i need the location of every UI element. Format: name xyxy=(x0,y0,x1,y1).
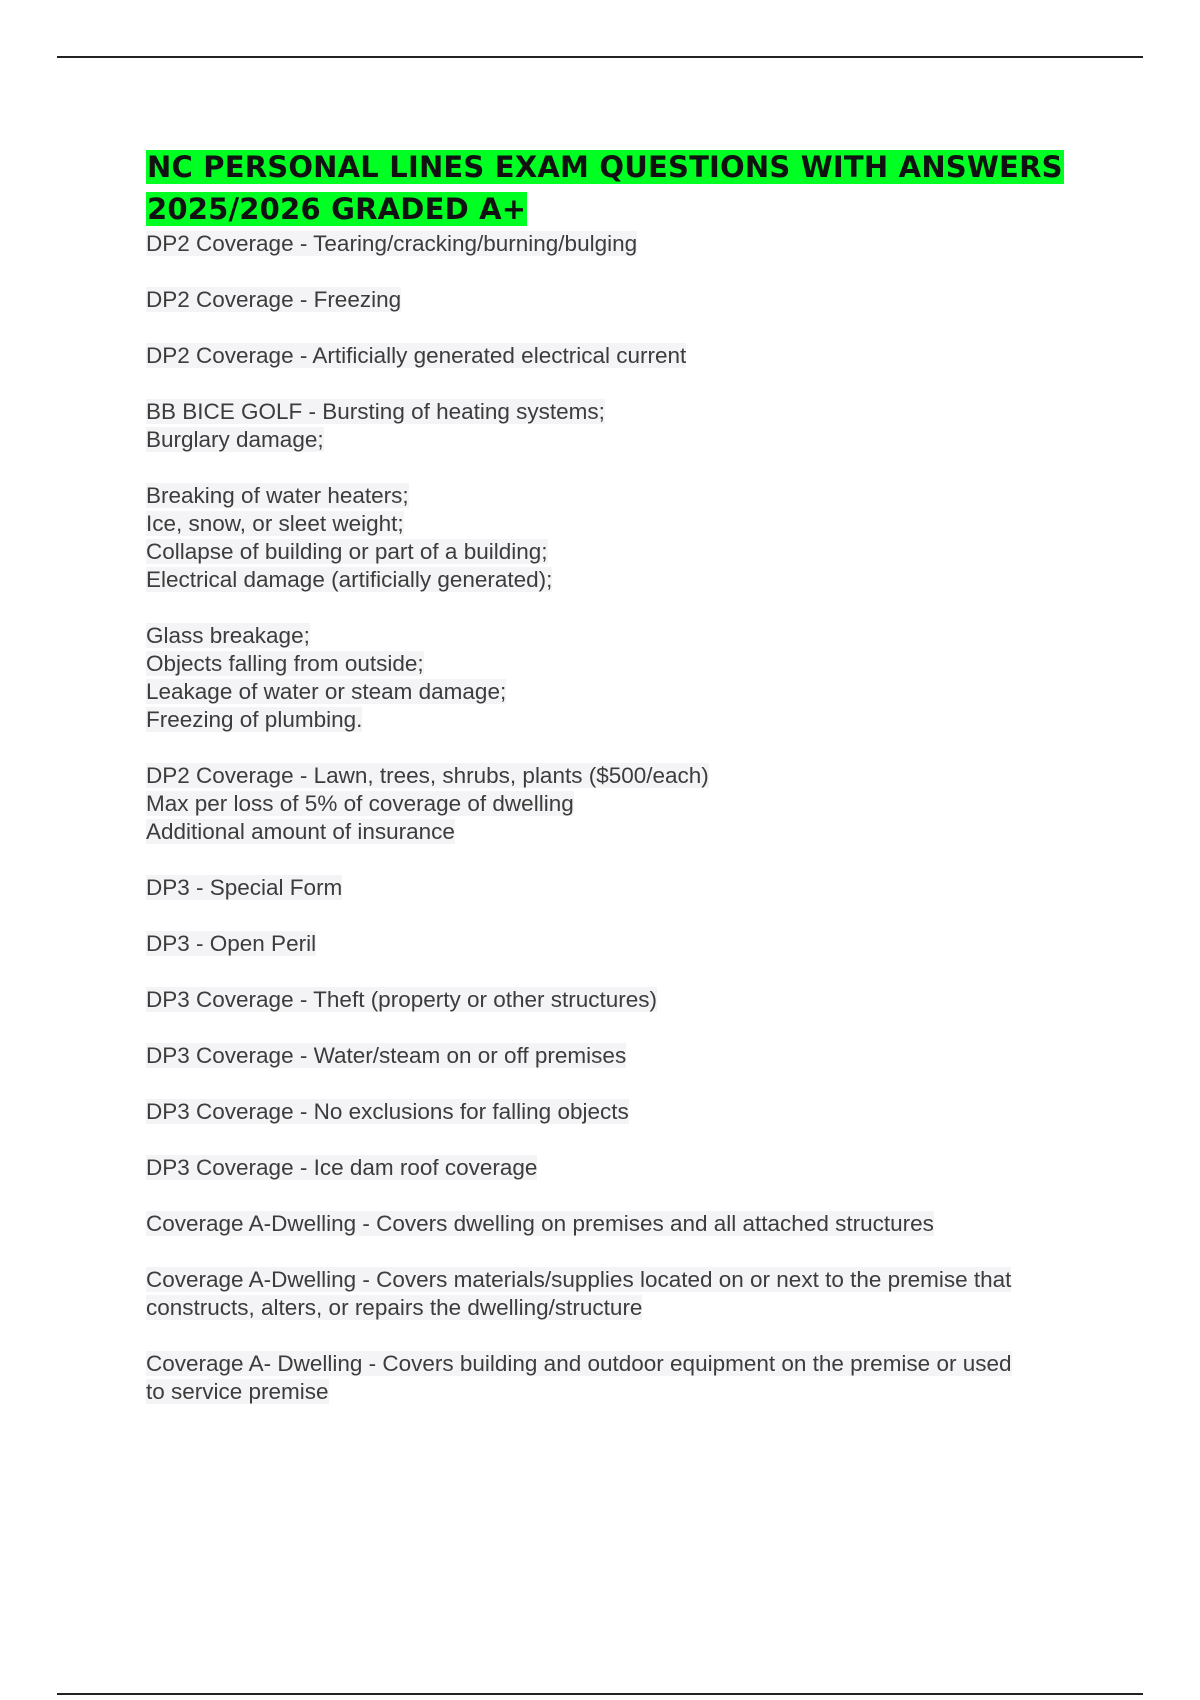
qa-entry xyxy=(146,1098,1086,1126)
entry-line: DP2 Coverage - Freezing xyxy=(146,287,402,312)
qa-entry xyxy=(146,762,1086,846)
entry-line: DP2 Coverage - Tearing/cracking/burning/bulging xyxy=(146,231,638,256)
entry-line: Electrical damage (artificially generated); xyxy=(146,567,553,592)
qa-entry xyxy=(146,874,1086,902)
entry-line: to service premise xyxy=(146,1379,329,1404)
qa-entry xyxy=(146,482,1086,594)
top-rule xyxy=(57,56,1143,58)
title-highlight: NC PERSONAL LINES EXAM QUESTIONS WITH ANSWERS 2025/2026 GRADED A+ xyxy=(147,150,1063,226)
qa-list xyxy=(146,230,1086,1406)
entry-line: Objects falling from outside; xyxy=(146,651,424,676)
qa-entry xyxy=(146,622,1086,734)
entry-line: DP3 - Special Form xyxy=(146,875,343,900)
entry-line: Max per loss of 5% of coverage of dwelling xyxy=(146,791,574,816)
entry-line: Additional amount of insurance xyxy=(146,819,455,844)
entry-line: constructs, alters, or repairs the dwelling/structure xyxy=(146,1295,643,1320)
entry-line: DP2 Coverage - Lawn, trees, shrubs, plants ($500/each) xyxy=(146,763,709,788)
entry-line: Ice, snow, or sleet weight; xyxy=(146,511,404,536)
qa-entry xyxy=(146,1154,1086,1182)
qa-entry xyxy=(146,286,1086,314)
qa-entry xyxy=(146,342,1086,370)
entry-line: BB BICE GOLF - Bursting of heating systems; xyxy=(146,399,605,424)
qa-entry xyxy=(146,1042,1086,1070)
entry-line: Collapse of building or part of a building; xyxy=(146,539,548,564)
qa-entry xyxy=(146,230,1086,258)
entry-line: DP3 - Open Peril xyxy=(146,931,317,956)
entry-line: Coverage A- Dwelling - Covers building and outdoor equipment on the premise or used xyxy=(146,1351,1012,1376)
document-title xyxy=(146,146,1086,230)
entry-line: DP3 Coverage - No exclusions for falling objects xyxy=(146,1099,629,1124)
entry-line: DP3 Coverage - Ice dam roof coverage xyxy=(146,1155,538,1180)
document-body xyxy=(146,146,1086,1434)
bottom-rule xyxy=(57,1693,1143,1695)
entry-line: Glass breakage; xyxy=(146,623,310,648)
qa-entry xyxy=(146,986,1086,1014)
qa-entry xyxy=(146,1350,1086,1406)
entry-line: Burglary damage; xyxy=(146,427,324,452)
qa-entry xyxy=(146,398,1086,454)
entry-line: DP2 Coverage - Artificially generated electrical current xyxy=(146,343,687,368)
qa-entry xyxy=(146,930,1086,958)
entry-line: Breaking of water heaters; xyxy=(146,483,409,508)
entry-line: Leakage of water or steam damage; xyxy=(146,679,507,704)
entry-line: Coverage A-Dwelling - Covers dwelling on premises and all attached structures xyxy=(146,1211,934,1236)
entry-line: Freezing of plumbing. xyxy=(146,707,363,732)
entry-line: DP3 Coverage - Water/steam on or off premises xyxy=(146,1043,627,1068)
entry-line: Coverage A-Dwelling - Covers materials/supplies located on or next to the premise that xyxy=(146,1267,1012,1292)
qa-entry xyxy=(146,1210,1086,1238)
qa-entry xyxy=(146,1266,1086,1322)
entry-line: DP3 Coverage - Theft (property or other structures) xyxy=(146,987,658,1012)
